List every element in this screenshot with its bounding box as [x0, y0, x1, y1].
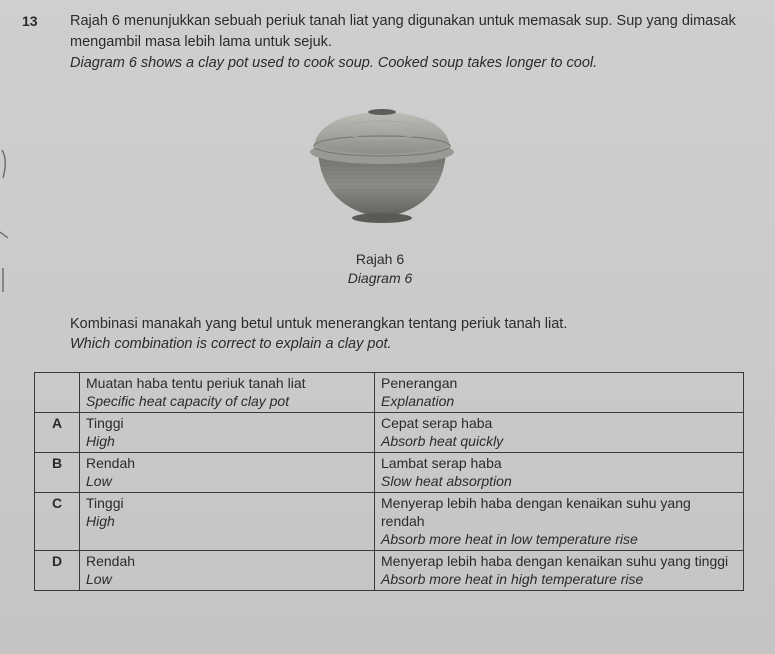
option-heat-english: High	[86, 433, 115, 449]
option-explanation-english: Absorb more heat in high temperature rise	[381, 571, 644, 587]
question-number: 13	[22, 13, 38, 29]
option-letter: A	[35, 413, 80, 453]
header-letter-cell	[35, 373, 80, 413]
option-row-d[interactable]	[35, 551, 744, 591]
margin-mark	[0, 150, 10, 180]
header-explanation-malay: Penerangan	[381, 375, 458, 391]
option-letter: C	[35, 493, 80, 551]
option-heat-cell	[80, 493, 375, 551]
option-explanation-malay: Menyerap lebih haba dengan kenaikan suhu yang tinggi	[381, 553, 729, 569]
option-heat-malay: Rendah	[86, 553, 136, 569]
option-explanation-english: Slow heat absorption	[381, 473, 512, 489]
option-explanation-cell	[375, 493, 744, 551]
question-stem	[70, 11, 760, 74]
header-heat-english: Specific heat capacity of clay pot	[86, 393, 290, 409]
question-prompt	[70, 314, 760, 354]
header-heat-cell	[80, 373, 375, 413]
option-explanation-malay: Lambat serap haba	[381, 455, 502, 471]
clay-pot-illustration	[300, 100, 465, 230]
option-explanation-malay: Menyerap lebih haba dengan kenaikan suhu yang rendah	[381, 495, 691, 529]
header-explanation-english: Explanation	[381, 393, 455, 409]
stem-malay: Rajah 6 menunjukkan sebuah periuk tanah liat yang digunakan untuk memasak sup. Sup yang dimasak mengambil masa lebih lama untuk sejuk.	[70, 13, 736, 50]
option-explanation-cell	[375, 413, 744, 453]
option-heat-cell	[80, 413, 375, 453]
figure-caption	[300, 250, 460, 288]
option-letter: D	[35, 551, 80, 591]
option-heat-english: High	[86, 513, 115, 529]
table-header-row	[35, 373, 744, 413]
option-explanation-malay: Cepat serap haba	[381, 415, 493, 431]
option-letter: B	[35, 453, 80, 493]
option-row-c[interactable]	[35, 493, 744, 551]
option-heat-cell	[80, 551, 375, 591]
option-explanation-cell	[375, 453, 744, 493]
margin-mark	[0, 268, 10, 298]
prompt-malay: Kombinasi manakah yang betul untuk menerangkan tentang periuk tanah liat.	[70, 316, 568, 332]
option-row-b[interactable]	[35, 453, 744, 493]
stem-english: Diagram 6 shows a clay pot used to cook soup. Cooked soup takes longer to cool.	[70, 55, 598, 71]
option-heat-malay: Tinggi	[86, 495, 124, 511]
header-explanation-cell	[375, 373, 744, 413]
caption-malay: Rajah 6	[355, 251, 405, 267]
option-heat-english: Low	[86, 473, 112, 489]
option-explanation-english: Absorb heat quickly	[381, 433, 504, 449]
header-heat-malay: Muatan haba tentu periuk tanah liat	[86, 375, 306, 391]
option-row-a[interactable]	[35, 413, 744, 453]
option-heat-cell	[80, 453, 375, 493]
options-table	[34, 372, 744, 591]
option-heat-malay: Tinggi	[86, 415, 124, 431]
option-explanation-cell	[375, 551, 744, 591]
caption-english: Diagram 6	[347, 270, 413, 286]
option-heat-english: Low	[86, 571, 112, 587]
prompt-english: Which combination is correct to explain a clay pot.	[70, 336, 392, 352]
option-explanation-english: Absorb more heat in low temperature rise	[381, 531, 638, 547]
margin-mark	[0, 228, 10, 258]
option-heat-malay: Rendah	[86, 455, 136, 471]
